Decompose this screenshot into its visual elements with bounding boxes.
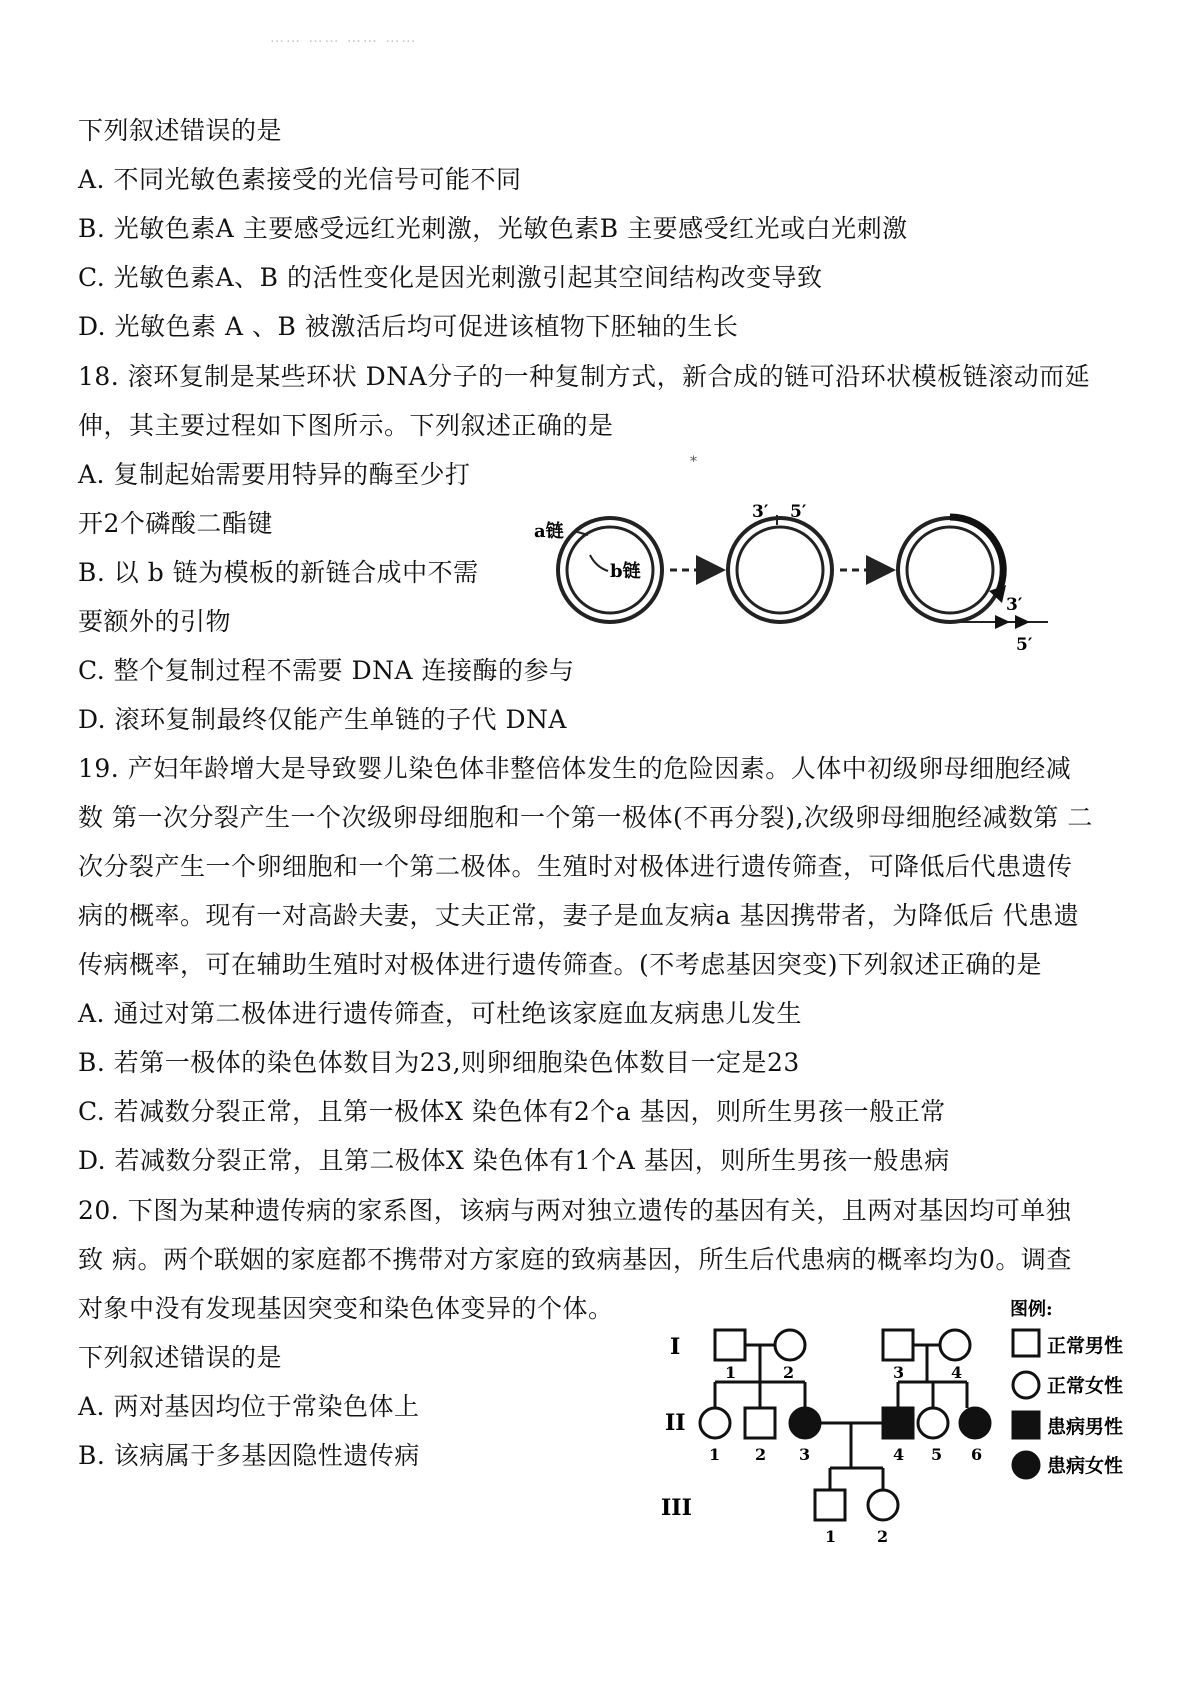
- q20-line-2: 致 病。两个联姻的家庭都不携带对方家庭的致病基因，所生后代患病的概率均为0。调查: [78, 1245, 1072, 1274]
- II-2-normal-male: [745, 1408, 775, 1438]
- I-3-number: 3: [893, 1363, 905, 1382]
- q18-option-b-line1: B. 以 b 链为模板的新链合成中不需: [78, 558, 479, 587]
- q18-option-b-line2: 要额外的引物: [78, 607, 232, 636]
- II-1-normal-female: [700, 1408, 730, 1438]
- I-4-number: 4: [951, 1363, 963, 1382]
- q19-line-2: 数 第一次分裂产生一个次级卵母细胞和一个第一极体(不再分裂),次级卵母细胞经减数第 二: [78, 803, 1093, 832]
- q18-option-a-line1: A. 复制起始需要用特异的酶至少打: [78, 460, 471, 489]
- q19-option-c: C. 若减数分裂正常，且第一极体X 染色体有2个a 基因，则所生男孩一般正常: [78, 1097, 946, 1126]
- pedigree-chart: [655, 1300, 1135, 1630]
- circle-3-inner: [907, 527, 993, 613]
- displaced-5prime: 5′: [1016, 635, 1033, 655]
- I-4-normal-female: [940, 1330, 970, 1360]
- q17-option-a: A. 不同光敏色素接受的光信号可能不同: [78, 165, 522, 194]
- legend-affected-female-label: 患病女性: [1047, 1455, 1124, 1477]
- circle-2-inner: [737, 527, 823, 613]
- II-1-number: 1: [709, 1445, 721, 1464]
- circle-2-3prime: 3′: [752, 502, 769, 522]
- legend-normal-female-label: 正常女性: [1047, 1375, 1124, 1397]
- q19-line-4: 病的概率。现有一对高龄夫妻，丈夫正常，妻子是血友病a 基因携带者，为降低后 代患遗: [78, 901, 1080, 930]
- II-6-affected-female: [960, 1408, 990, 1438]
- II-5-number: 5: [931, 1445, 943, 1464]
- q18-option-a-line2: 开2个磷酸二酯键: [78, 509, 273, 538]
- q20-line-4: 下列叙述错误的是: [78, 1343, 283, 1372]
- q17-stem: 下列叙述错误的是: [78, 116, 283, 145]
- circle-3-3prime: 3′: [1006, 595, 1023, 615]
- legend-normal-female-symbol: [1013, 1372, 1039, 1398]
- I-1-normal-male: [715, 1330, 745, 1360]
- label-b-pointer: [590, 555, 608, 571]
- q18-option-c: C. 整个复制过程不需要 DNA 连接酶的参与: [78, 656, 575, 685]
- II-4-number: 4: [893, 1445, 905, 1464]
- legend-normal-male-symbol: [1013, 1330, 1039, 1356]
- q19-option-a: A. 通过对第二极体进行遗传筛查，可杜绝该家庭血友病患儿发生: [78, 999, 802, 1028]
- III-2-normal-female: [868, 1490, 898, 1520]
- q19-line-3: 次分裂产生一个卵细胞和一个第二极体。生殖时对极体进行遗传筛查，可降低后代患遗传: [78, 852, 1073, 881]
- q17-option-b: B. 光敏色素A 主要感受远红光刺激，光敏色素B 主要感受红光或白光刺激: [78, 214, 908, 243]
- legend-affected-female-symbol: [1013, 1452, 1039, 1478]
- faded-header: …… …… …… ……: [270, 30, 418, 46]
- gen-label-I: I: [670, 1334, 681, 1360]
- label-b-strand: b链: [610, 561, 641, 582]
- q17-option-c: C. 光敏色素A、B 的活性变化是因光刺激引起其空间结构改变导致: [78, 263, 823, 292]
- II-4-affected-male: [883, 1408, 913, 1438]
- gen-label-II: II: [665, 1410, 686, 1436]
- q20-line-1: 20. 下图为某种遗传病的家系图，该病与两对独立遗传的基因有关，且两对基因均可单独: [78, 1196, 1072, 1225]
- II-2-number: 2: [755, 1445, 767, 1464]
- I-1-number: 1: [725, 1363, 737, 1382]
- displaced-strand-arrow-1: [995, 615, 1010, 629]
- II-3-affected-female: [790, 1408, 820, 1438]
- I-2-number: 2: [783, 1363, 795, 1382]
- q17-option-d: D. 光敏色素 A 、B 被激活后均可促进该植物下胚轴的生长: [78, 312, 739, 341]
- III-2-number: 2: [877, 1527, 889, 1546]
- q20-option-b: B. 该病属于多基因隐性遗传病: [78, 1441, 420, 1470]
- displaced-strand-arrow-2: [1015, 615, 1030, 629]
- III-1-number: 1: [825, 1527, 837, 1546]
- legend-title: 图例:: [1010, 1299, 1053, 1320]
- q19-line-1: 19. 产妇年龄增大是导致婴儿染色体非整倍体发生的危险因素。人体中初级卵母细胞经减: [78, 754, 1072, 783]
- q18-stem-line1: 18. 滚环复制是某些环状 DNA分子的一种复制方式，新合成的链可沿环状模板链滚动而延: [78, 362, 1091, 391]
- stray-dot: *: [690, 454, 697, 470]
- II-6-number: 6: [971, 1445, 983, 1464]
- II-5-normal-female: [918, 1408, 948, 1438]
- q18-stem-line2: 伸，其主要过程如下图所示。下列叙述正确的是: [78, 411, 614, 440]
- q19-line-5: 传病概率，可在辅助生殖时对极体进行遗传筛查。(不考虑基因突变)下列叙述正确的是: [78, 950, 1043, 979]
- q19-option-b: B. 若第一极体的染色体数目为23,则卵细胞染色体数目一定是23: [78, 1048, 800, 1077]
- III-1-normal-male: [815, 1490, 845, 1520]
- label-a-strand: a链: [534, 521, 564, 542]
- q19-option-d: D. 若减数分裂正常，且第二极体X 染色体有1个A 基因，则所生男孩一般患病: [78, 1146, 950, 1175]
- q20-option-a: A. 两对基因均位于常染色体上: [78, 1392, 420, 1421]
- legend-normal-male-label: 正常男性: [1047, 1335, 1124, 1357]
- legend-affected-male-symbol: [1013, 1412, 1039, 1438]
- circle-2-5prime: 5′: [790, 502, 807, 522]
- I-3-normal-male: [883, 1330, 913, 1360]
- rolling-circle-figure: [534, 495, 1060, 665]
- I-2-normal-female: [775, 1330, 805, 1360]
- II-3-number: 3: [799, 1445, 811, 1464]
- q20-line-3: 对象中没有发现基因突变和染色体变异的个体。: [78, 1294, 614, 1323]
- circle-2-outer: [728, 518, 832, 622]
- q18-option-d: D. 滚环复制最终仅能产生单链的子代 DNA: [78, 705, 567, 734]
- gen-label-III: III: [661, 1495, 692, 1521]
- legend-affected-male-label: 患病男性: [1047, 1416, 1124, 1438]
